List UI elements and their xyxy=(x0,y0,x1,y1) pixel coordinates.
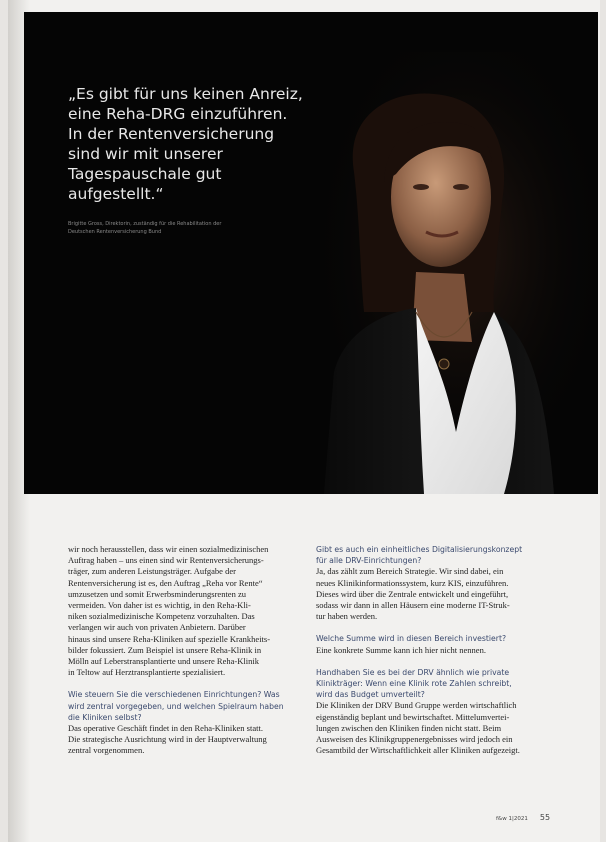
body-paragraph xyxy=(316,700,556,756)
interview-question xyxy=(316,633,556,644)
text-line: umzusetzen und somit Erwerbsminderungsrenten zu xyxy=(68,588,246,599)
text-line: Dieses wird über die Zentrale entwickelt und eingeführt, xyxy=(316,588,509,599)
body-paragraph xyxy=(316,645,556,656)
text-line: tur haben werden. xyxy=(316,611,378,622)
page-footer xyxy=(496,805,550,824)
interview-question xyxy=(68,689,306,723)
text-line: lungen zwischen den Kliniken finden nicht statt. Beim xyxy=(316,722,502,733)
text-line: träger, zum anderen Leistungsträger. Aufgabe der xyxy=(68,566,236,577)
photo-caption xyxy=(68,220,278,236)
question-line: wird das Budget umverteilt? xyxy=(316,690,425,700)
text-line: bilder fokussiert. Zum Beispiel ist unsere Reha-Klinik in xyxy=(68,644,262,655)
text-line: verlangen wir auch von privaten Anbietern. Darüber xyxy=(68,622,246,633)
question-line: Welche Summe wird in diesen Bereich investiert? xyxy=(316,634,507,644)
body-paragraph xyxy=(68,544,306,678)
pull-quote-line: sind wir mit unserer xyxy=(68,145,223,163)
pull-quote-line: Tagespauschale gut xyxy=(68,165,222,183)
left-text-column xyxy=(68,544,306,757)
issue-label: f&w 1|2021 xyxy=(496,816,528,822)
interview-question xyxy=(316,667,556,701)
text-line: Die Kliniken der DRV Bund Gruppe werden wirtschaftlich xyxy=(316,700,517,711)
text-line: wir noch herausstellen, dass wir einen sozialmedizinischen xyxy=(68,544,269,554)
text-line: Gesamtbild der Wirtschaftlichkeit aller Kliniken aufgezeigt. xyxy=(316,745,520,756)
text-line: in Teltow auf Herztransplantierte spezialisiert. xyxy=(68,667,226,678)
text-line: Die strategische Ausrichtung wird in der Hauptverwaltung xyxy=(68,734,267,745)
question-line: wird zentral vorgegeben, und welchen Spielraum haben xyxy=(68,701,284,711)
page-number: 55 xyxy=(539,813,551,822)
question-line: Gibt es auch ein einheitliches Digitalisierungskonzept xyxy=(316,545,523,554)
question-line: Handhaben Sie es bei der DRV ähnlich wie private xyxy=(316,667,510,677)
text-line: eigenständig beplant und bewirtschaftet. Mittelumvertei- xyxy=(316,711,510,722)
question-line: Wie steuern Sie die verschiedenen Einrichtungen? Was xyxy=(68,690,280,700)
question-line: Klinikträger: Wenn eine Klinik rote Zahlen schreibt, xyxy=(316,679,512,689)
pull-quote-line: In der Rentenversicherung xyxy=(68,125,275,143)
text-line: Eine konkrete Summe kann ich hier nicht nennen. xyxy=(316,644,486,655)
interview-question xyxy=(316,544,556,566)
question-line: für alle DRV-Einrichtungen? xyxy=(316,556,422,566)
pull-quote xyxy=(68,84,328,204)
pull-quote-line: eine Reha-DRG einzuführen. xyxy=(68,105,288,123)
pull-quote-line: „Es gibt für uns keinen Anreiz, xyxy=(68,85,303,103)
pull-quote-line: aufgestellt.“ xyxy=(68,185,164,203)
text-line: Ausweisen des Klinikgruppenergebnisses wird jedoch ein xyxy=(316,734,513,745)
text-line: niken sozialmedizinische Kompetenz vorzuhalten. Das xyxy=(68,611,255,622)
text-line: neues Klinikinformationssystem, kurz KIS, einzuführen. xyxy=(316,577,509,588)
portrait-photo xyxy=(24,12,598,494)
body-paragraph xyxy=(68,723,306,757)
text-line: sodass wir dann in allen Häusern eine moderne IT-Struk- xyxy=(316,600,510,611)
right-text-column xyxy=(316,544,556,756)
text-line: Rentenversicherung ist es, den Auftrag „Reha vor Rente“ xyxy=(68,577,263,588)
caption-line: Brigitte Gross, Direktorin, zuständig für die Rehabilitation der xyxy=(68,221,222,227)
question-line: die Kliniken selbst? xyxy=(68,712,142,722)
body-paragraph xyxy=(316,566,556,622)
text-line: hinaus sind unsere Reha-Kliniken auf spezielle Krankheits- xyxy=(68,633,271,644)
text-line: Ja, das zählt zum Bereich Strategie. Wir sind dabei, ein xyxy=(316,566,504,577)
text-line: Das operative Geschäft findet in den Reha-Kliniken statt. xyxy=(68,723,263,734)
text-line: vermeiden. Von daher ist es wichtig, in den Reha-Kli- xyxy=(68,600,251,611)
caption-line: Deutschen Rentenversicherung Bund xyxy=(68,229,162,235)
text-line: Mölln auf Leberstransplantierte und unsere Reha-Klinik xyxy=(68,656,259,667)
text-line: Auftrag haben – uns einen sind wir Rentenversicherungs- xyxy=(68,555,264,566)
text-line: zentral vorgenommen. xyxy=(68,745,145,756)
